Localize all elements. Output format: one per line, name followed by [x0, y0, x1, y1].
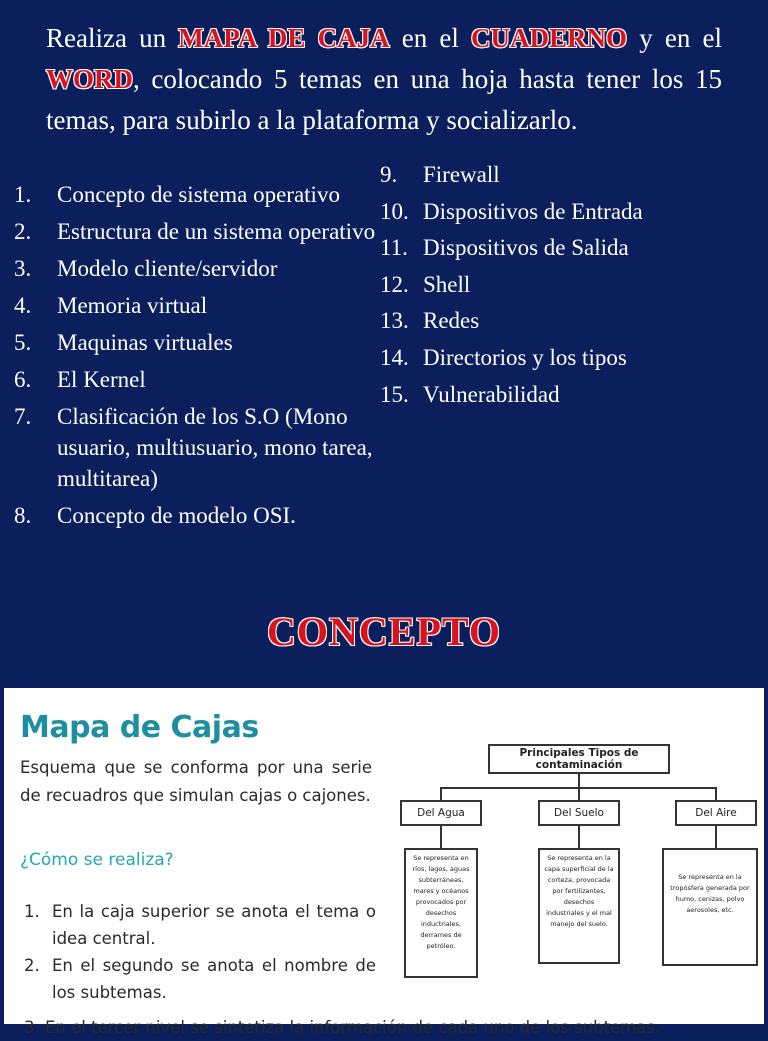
- topic-item: 11. Dispositivos de Salida: [380, 235, 629, 261]
- intro-text-3: y en el: [627, 23, 722, 53]
- intro-text-1: Realiza un: [46, 23, 179, 53]
- topic-item: 14. Directorios y los tipos: [380, 344, 627, 370]
- topic-item: 6. El Kernel: [14, 367, 146, 392]
- diagram-top-box: Principales Tipos de contaminación: [488, 744, 670, 774]
- connector-line: [578, 774, 580, 788]
- topic-item: 15. Vulnerabilidad: [380, 381, 560, 407]
- step-item-3: 3. En el tercer nivel se sintetiza la información de cada uno de los subtemas.: [24, 1018, 661, 1037]
- panel-description: Esquema que se conforma por una serie de recuadros que simulan cajas o cajones.: [20, 758, 372, 805]
- connector-line: [578, 787, 580, 801]
- topic-list-right: [380, 159, 760, 415]
- box-map-diagram: [392, 740, 764, 980]
- step-item: 1. En la caja superior se anota el tema o idea central.: [24, 902, 376, 948]
- topic-item: 10. Dispositivos de Entrada: [380, 198, 643, 224]
- highlight-word: WORD: [46, 64, 133, 94]
- instructions-paragraph: [46, 18, 722, 141]
- connector-line: [578, 826, 580, 848]
- panel-subtitle: ¿Cómo se realiza?: [20, 850, 174, 870]
- panel-title: Mapa de Cajas: [20, 710, 259, 745]
- diagram-category-box: Del Suelo: [538, 800, 620, 826]
- connector-line: [715, 826, 717, 848]
- steps-list: [20, 898, 376, 1006]
- diagram-detail-box: Se representa en la tropósfera generada por humo, cenizas, polvo aerosoles, etc.: [662, 848, 758, 966]
- topic-item: 1. Concepto de sistema operativo: [14, 182, 340, 207]
- topic-item: 4. Memoria virtual: [14, 293, 208, 318]
- step-item: 2. En el segundo se anota el nombre de los subtemas.: [24, 956, 376, 1002]
- connector-line: [715, 787, 717, 801]
- diagram-detail-box: Se representa en ríos, lagos, aguas subterráneas, mares y océanos provocados por desechos inductriales, derrames de petróleo.: [404, 848, 478, 978]
- diagram-category-box: Del Aire: [675, 800, 757, 826]
- intro-text-4: , colocando 5 temas en una hoja hasta tener los 15 temas, para subirlo a la plataforma y socializarlo.: [46, 64, 722, 135]
- highlight-cuaderno: CUADERNO: [471, 23, 628, 53]
- topic-item: 7. Clasificación de los S.O (Mono usuario, multiusuario, mono tarea, multitarea): [14, 404, 373, 491]
- diagram-category-box: Del Agua: [400, 800, 482, 826]
- box-map-explainer-image: [4, 688, 764, 1037]
- intro-text-2: en el: [389, 23, 472, 53]
- topic-item: 8. Concepto de modelo OSI.: [14, 503, 296, 528]
- highlight-mapa-de-caja: MAPA DE CAJA: [178, 23, 390, 53]
- concept-heading: CONCEPTO: [267, 609, 501, 654]
- connector-line: [440, 787, 442, 801]
- connector-line: [440, 826, 442, 848]
- topic-item: 9. Firewall: [380, 162, 500, 187]
- diagram-detail-box: Se representa en la capa superficial de la corteza, provocada por fertilizantes, desechos industriales y el mal manejo del suelo.: [538, 848, 620, 964]
- topic-item: 13. Redes: [380, 308, 480, 334]
- topic-list-left: [14, 179, 378, 537]
- topic-item: 3. Modelo cliente/servidor: [14, 256, 278, 281]
- topic-item: 12. Shell: [380, 271, 471, 297]
- topic-item: 2. Estructura de un sistema operativo: [14, 219, 376, 244]
- topic-item: 5. Maquinas virtuales: [14, 330, 233, 355]
